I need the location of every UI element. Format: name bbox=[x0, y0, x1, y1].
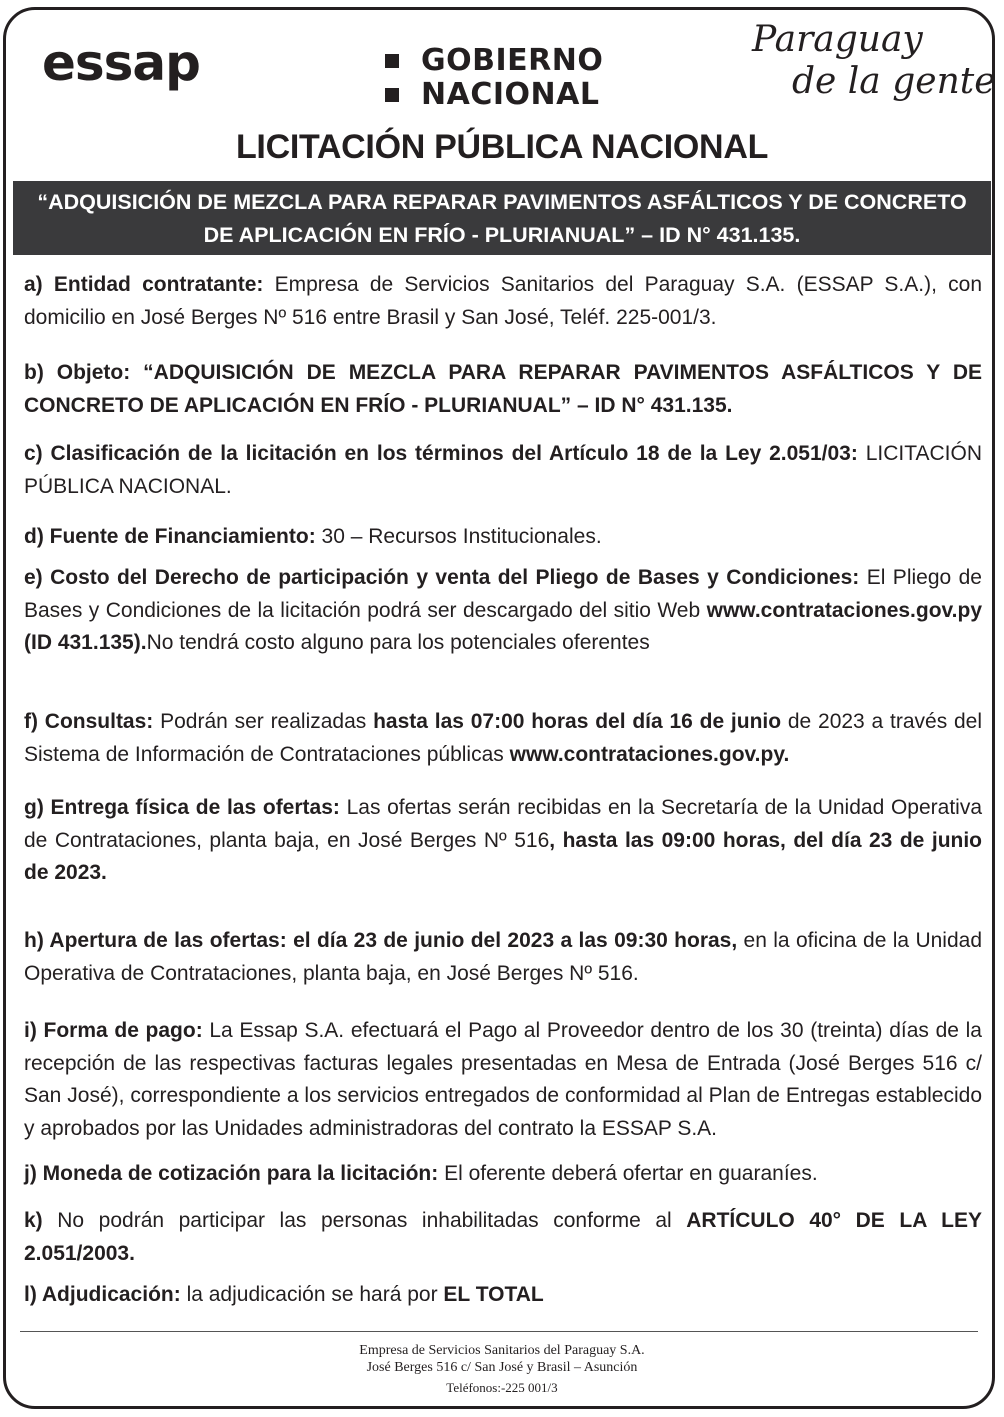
section-k bbox=[24, 1205, 982, 1270]
section-a bbox=[24, 269, 982, 334]
section-e-bold: www.contrataciones.gov.py (ID 431.135). bbox=[24, 598, 982, 654]
section-h bbox=[24, 925, 982, 990]
section-f-text-2: de 2023 a través del Sistema de Información de Contrataciones públicas bbox=[24, 710, 983, 766]
square-icon bbox=[385, 54, 399, 68]
section-g bbox=[24, 792, 982, 890]
section-f-bold-1: hasta las 07:00 horas del día 16 de junio bbox=[373, 710, 782, 733]
section-k-text: No podrán participar las personas inhabilitadas conforme al bbox=[42, 1209, 687, 1232]
tender-banner bbox=[13, 181, 991, 255]
section-d-label: d) Fuente de Financiamiento: bbox=[24, 525, 316, 548]
section-l bbox=[24, 1279, 982, 1312]
footer-phone: Teléfonos:-225 001/3 bbox=[446, 1380, 558, 1395]
gobierno-nacional-logo bbox=[385, 44, 603, 112]
section-i bbox=[24, 1015, 982, 1145]
footer-company: Empresa de Servicios Sanitarios del Paraguay S.A. bbox=[359, 1343, 645, 1358]
section-e-text-1: El Pliego de Bases y Condiciones de la licitación podrá ser descargado del sitio Web bbox=[24, 566, 982, 622]
section-f-text-1: Podrán ser realizadas bbox=[153, 710, 374, 733]
section-e bbox=[24, 562, 982, 660]
paraguay-de-la-gente-logo bbox=[752, 19, 996, 102]
gobierno-text: GOBIERNO bbox=[421, 43, 604, 78]
footer-address: José Berges 516 c/ San José y Brasil – Asunción bbox=[366, 1360, 638, 1375]
section-i-label: i) Forma de pago: bbox=[24, 1019, 203, 1042]
section-j-text: El oferente deberá ofertar en guaraníes. bbox=[438, 1162, 818, 1185]
section-g-text: Las ofertas serán recibidas en la Secretaría de la Unidad Operativa de Contrataciones, planta baja, en José Berges Nº 516 bbox=[24, 796, 982, 852]
paraguay-text: Paraguay bbox=[752, 19, 923, 60]
section-g-label: g) Entrega física de las ofertas: bbox=[24, 796, 340, 819]
section-j bbox=[24, 1158, 982, 1191]
section-i-text: La Essap S.A. efectuará el Pago al Proveedor dentro de los 30 (treinta) días de la recepción de las respectivas facturas legales presentadas en Mesa de Entrada (José Berges 516 c/ San José), correspondiente a los servicios entregados de conformidad al Plan de Entregas establecido y aprobados por las Unidades administradoras del contrato la ESSAP S.A. bbox=[24, 1019, 982, 1140]
section-c-label: c) Clasificación de la licitación en los términos del Artículo 18 de la Ley 2.051/03: bbox=[24, 442, 858, 465]
section-f-label: f) Consultas: bbox=[24, 710, 154, 733]
section-l-label: l) Adjudicación: bbox=[24, 1283, 181, 1306]
nacional-text: NACIONAL bbox=[421, 77, 600, 112]
section-e-text-2: No tendrá costo alguno para los potenciales oferentes bbox=[146, 631, 650, 654]
section-b bbox=[24, 357, 982, 422]
section-d bbox=[24, 521, 982, 554]
square-icon bbox=[385, 88, 399, 102]
section-a-label: a) Entidad contratante: bbox=[24, 273, 264, 296]
essap-logo: essap bbox=[42, 34, 200, 92]
banner-line-2: DE APLICACIÓN EN FRÍO - PLURIANUAL” – ID N° 431.135. bbox=[203, 223, 801, 247]
section-k-label: k) bbox=[24, 1209, 43, 1232]
section-f-bold-2: www.contrataciones.gov.py. bbox=[509, 742, 790, 766]
section-c bbox=[24, 438, 982, 503]
section-f bbox=[24, 706, 982, 771]
section-l-text: la adjudicación se hará por bbox=[180, 1283, 444, 1306]
section-k-bold: ARTÍCULO 40° DE LA LEY 2.051/2003. bbox=[24, 1209, 983, 1265]
section-b-label: b) Objeto: “ADQUISICIÓN DE MEZCLA PARA REPARAR PAVIMENTOS ASFÁLTICOS Y DE CONCRETO DE APLICACIÓN EN FRÍO - PLURIANUAL” – ID N° 431.135. bbox=[24, 361, 982, 417]
section-d-text: 30 – Recursos Institucionales. bbox=[315, 525, 602, 548]
section-j-label: j) Moneda de cotización para la licitación: bbox=[24, 1162, 439, 1185]
section-a-text: Empresa de Servicios Sanitarios del Paraguay S.A. (ESSAP S.A.), con domicilio en José Berges Nº 516 entre Brasil y San José, Teléf. 225-001/3. bbox=[24, 273, 982, 329]
section-g-bold: , hasta las 09:00 horas, del día 23 de junio de 2023. bbox=[24, 828, 983, 884]
section-h-label: h) Apertura de las ofertas: el día 23 de junio del 2023 a las 09:30 horas, bbox=[24, 929, 738, 952]
footer-divider bbox=[20, 1331, 978, 1332]
section-e-label: e) Costo del Derecho de participación y venta del Pliego de Bases y Condiciones: bbox=[24, 566, 860, 589]
de-la-gente-text: de la gente bbox=[792, 61, 996, 102]
section-h-text: en la oficina de la Unidad Operativa de Contrataciones, planta baja, en José Berges Nº 516. bbox=[24, 929, 982, 985]
page-title: LICITACIÓN PÚBLICA NACIONAL bbox=[235, 128, 769, 166]
section-l-bold: EL TOTAL bbox=[443, 1283, 544, 1306]
section-c-text: LICITACIÓN PÚBLICA NACIONAL. bbox=[24, 442, 982, 498]
banner-line-1: “ADQUISICIÓN DE MEZCLA PARA REPARAR PAVIMENTOS ASFÁLTICOS Y DE CONCRETO bbox=[37, 190, 967, 214]
footer bbox=[0, 1342, 1004, 1396]
